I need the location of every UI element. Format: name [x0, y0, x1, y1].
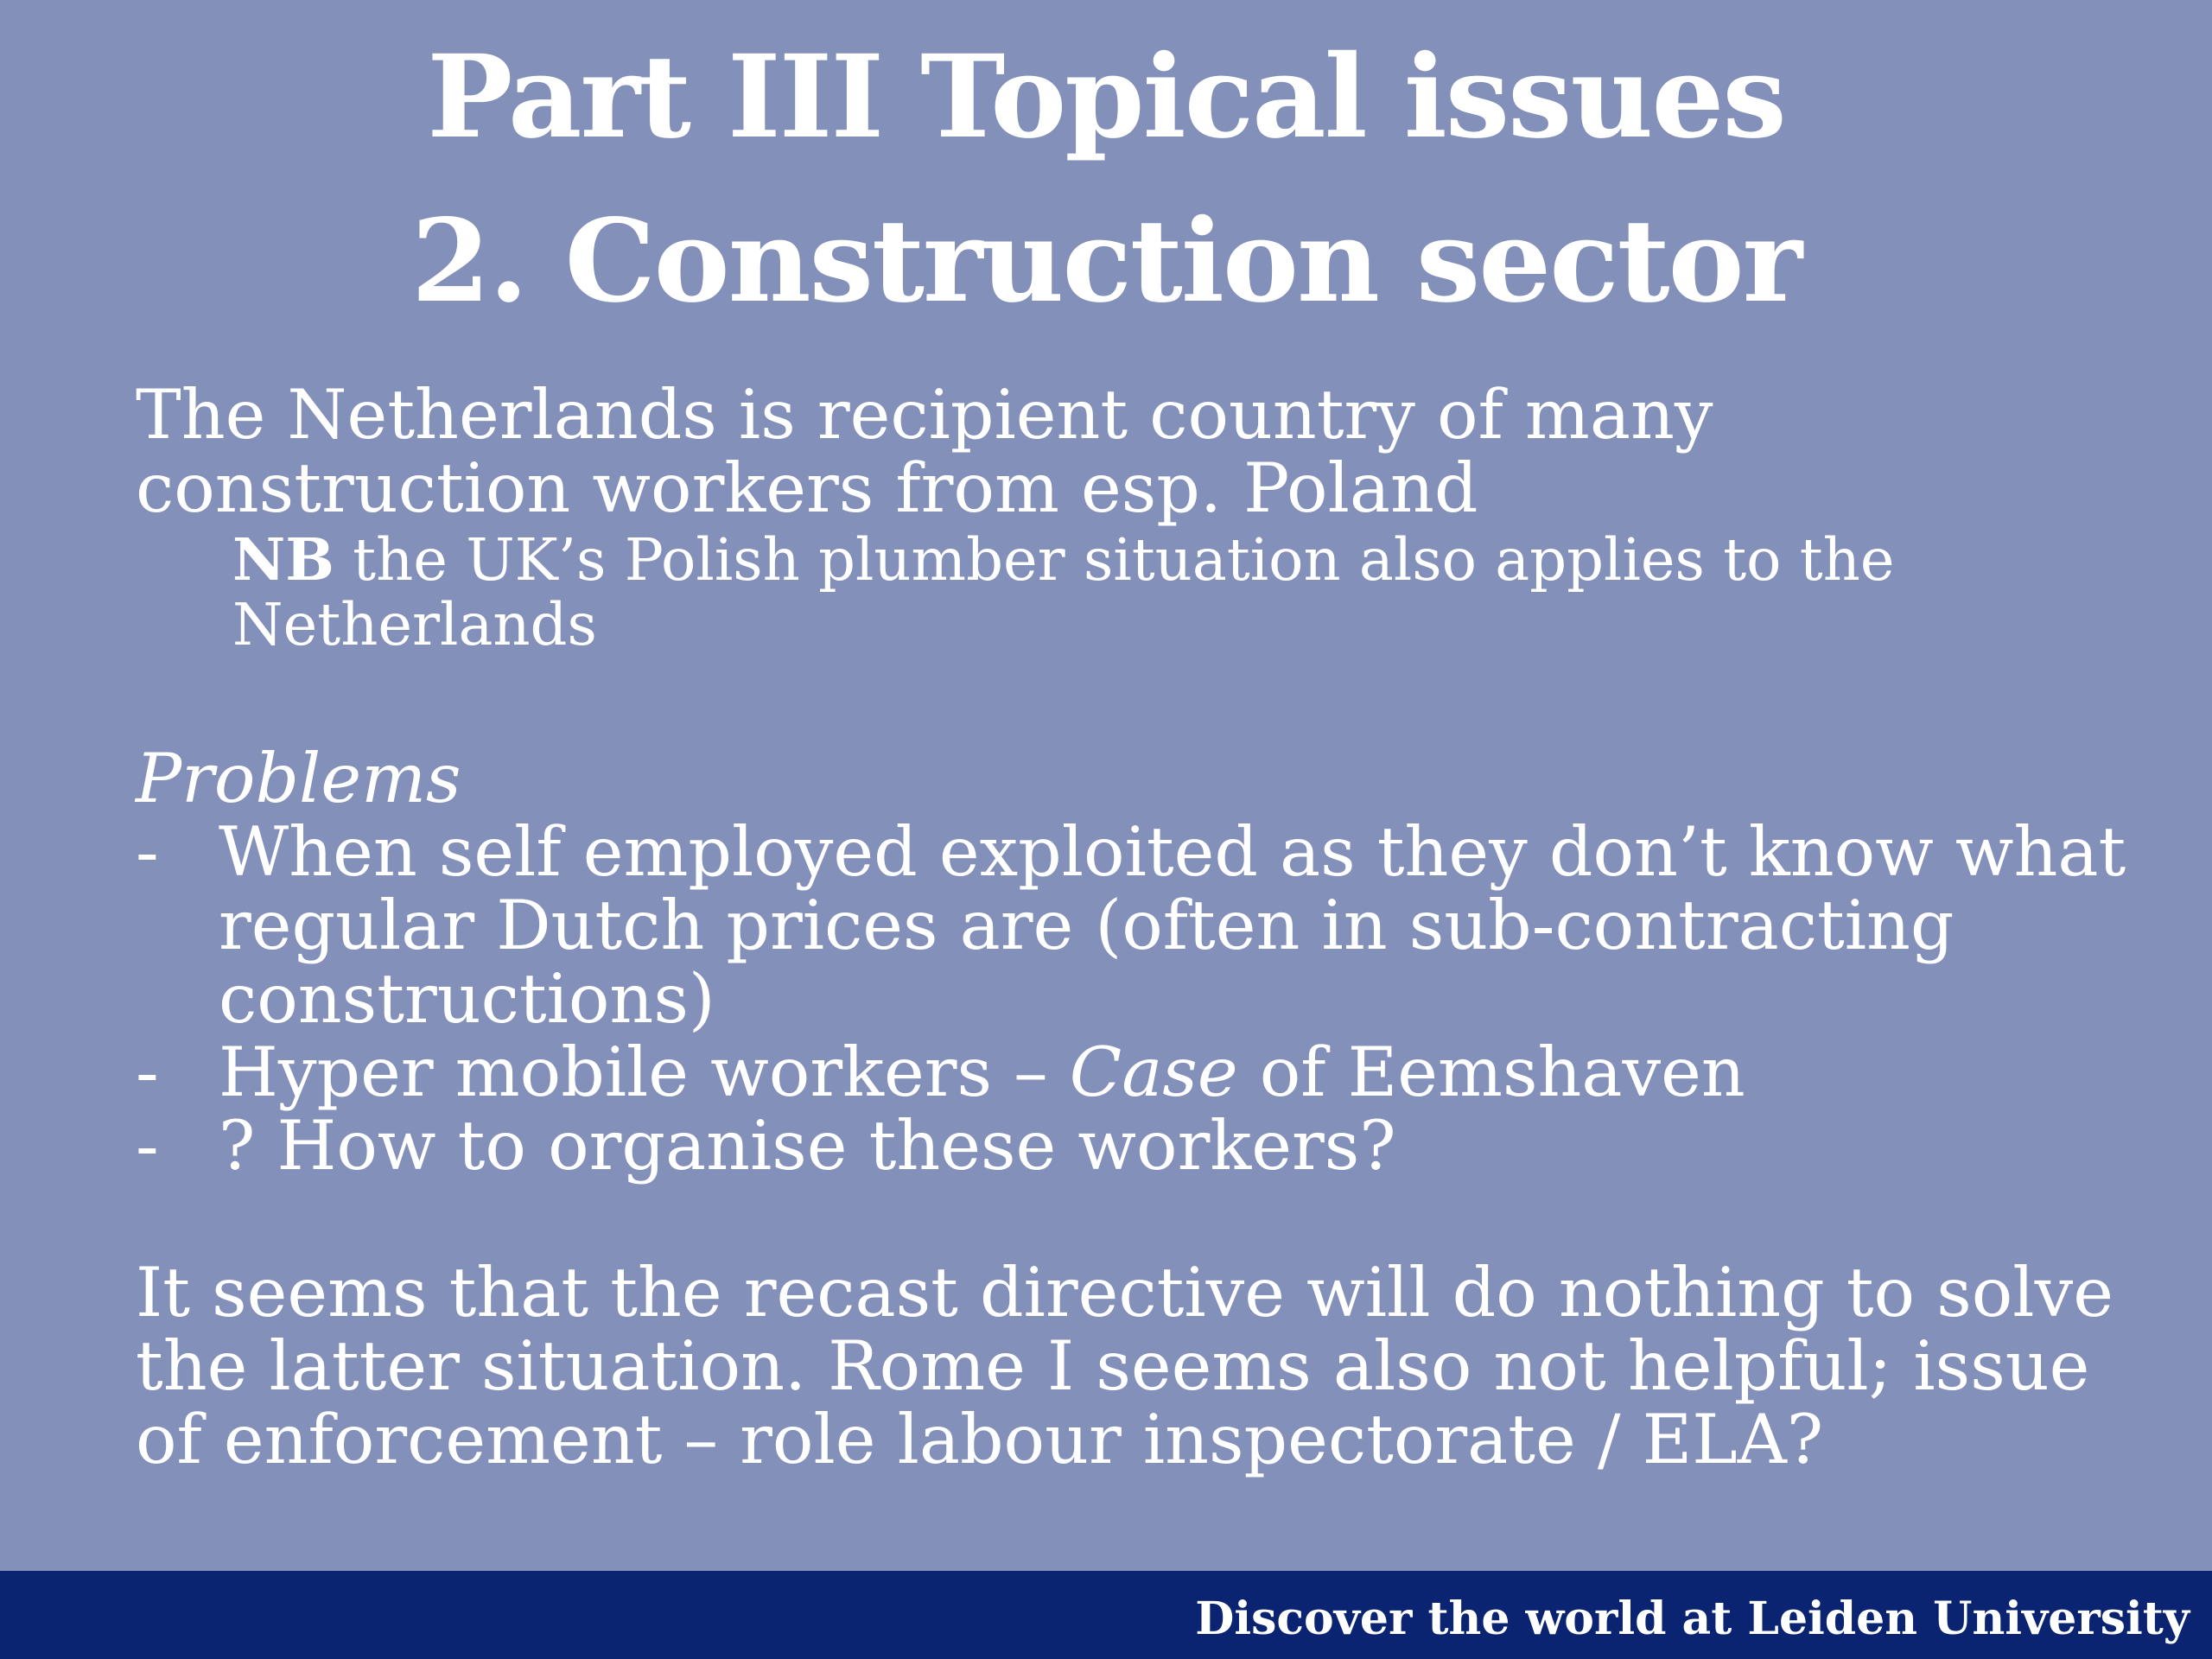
spacer	[136, 658, 2149, 742]
slide-body	[136, 375, 2149, 1479]
bullet-dash: -	[136, 1106, 159, 1185]
bullet-item	[136, 812, 2149, 1039]
bullet-dash: -	[136, 812, 159, 892]
slide-title	[0, 16, 2212, 344]
bullet-item	[136, 1033, 2149, 1112]
bullet-text: When self employed exploited as they don’t know what regular Dutch prices are (often in sub-contracting constructions)	[219, 812, 2126, 1039]
nb-text: the UK’s Polish plumber situation also applies to the Netherlands	[232, 526, 1895, 658]
problems-heading: Problems	[136, 739, 461, 818]
title-line-2: 2. Construction sector	[410, 194, 1802, 328]
bullet-text: ? How to organise these workers?	[219, 1106, 1396, 1185]
conclusion-paragraph: It seems that the recast directive will do nothing to solve the latter situation. Rome I seems also not helpful; issue of enforcement – role labour inspectorate / ELA?	[136, 1253, 2113, 1479]
bullet-text-italic: Case	[1069, 1033, 1238, 1112]
nb-label: NB	[232, 525, 334, 594]
footer-tagline: Discover the world at Leiden University	[1195, 1592, 2190, 1645]
bullet-item	[136, 1106, 2149, 1185]
title-line-1: Part III Topical issues	[427, 30, 1785, 164]
nb-note	[232, 527, 2149, 658]
bullet-dash: -	[136, 1033, 159, 1112]
footer-bar	[0, 1571, 2212, 1659]
intro-paragraph: The Netherlands is recipient country of many construction workers from esp. Poland	[136, 375, 1713, 528]
bullet-text-pre: Hyper mobile workers –	[219, 1033, 1070, 1112]
spacer	[136, 1183, 2149, 1256]
bullet-text-post: of Eemshaven	[1237, 1033, 1745, 1112]
